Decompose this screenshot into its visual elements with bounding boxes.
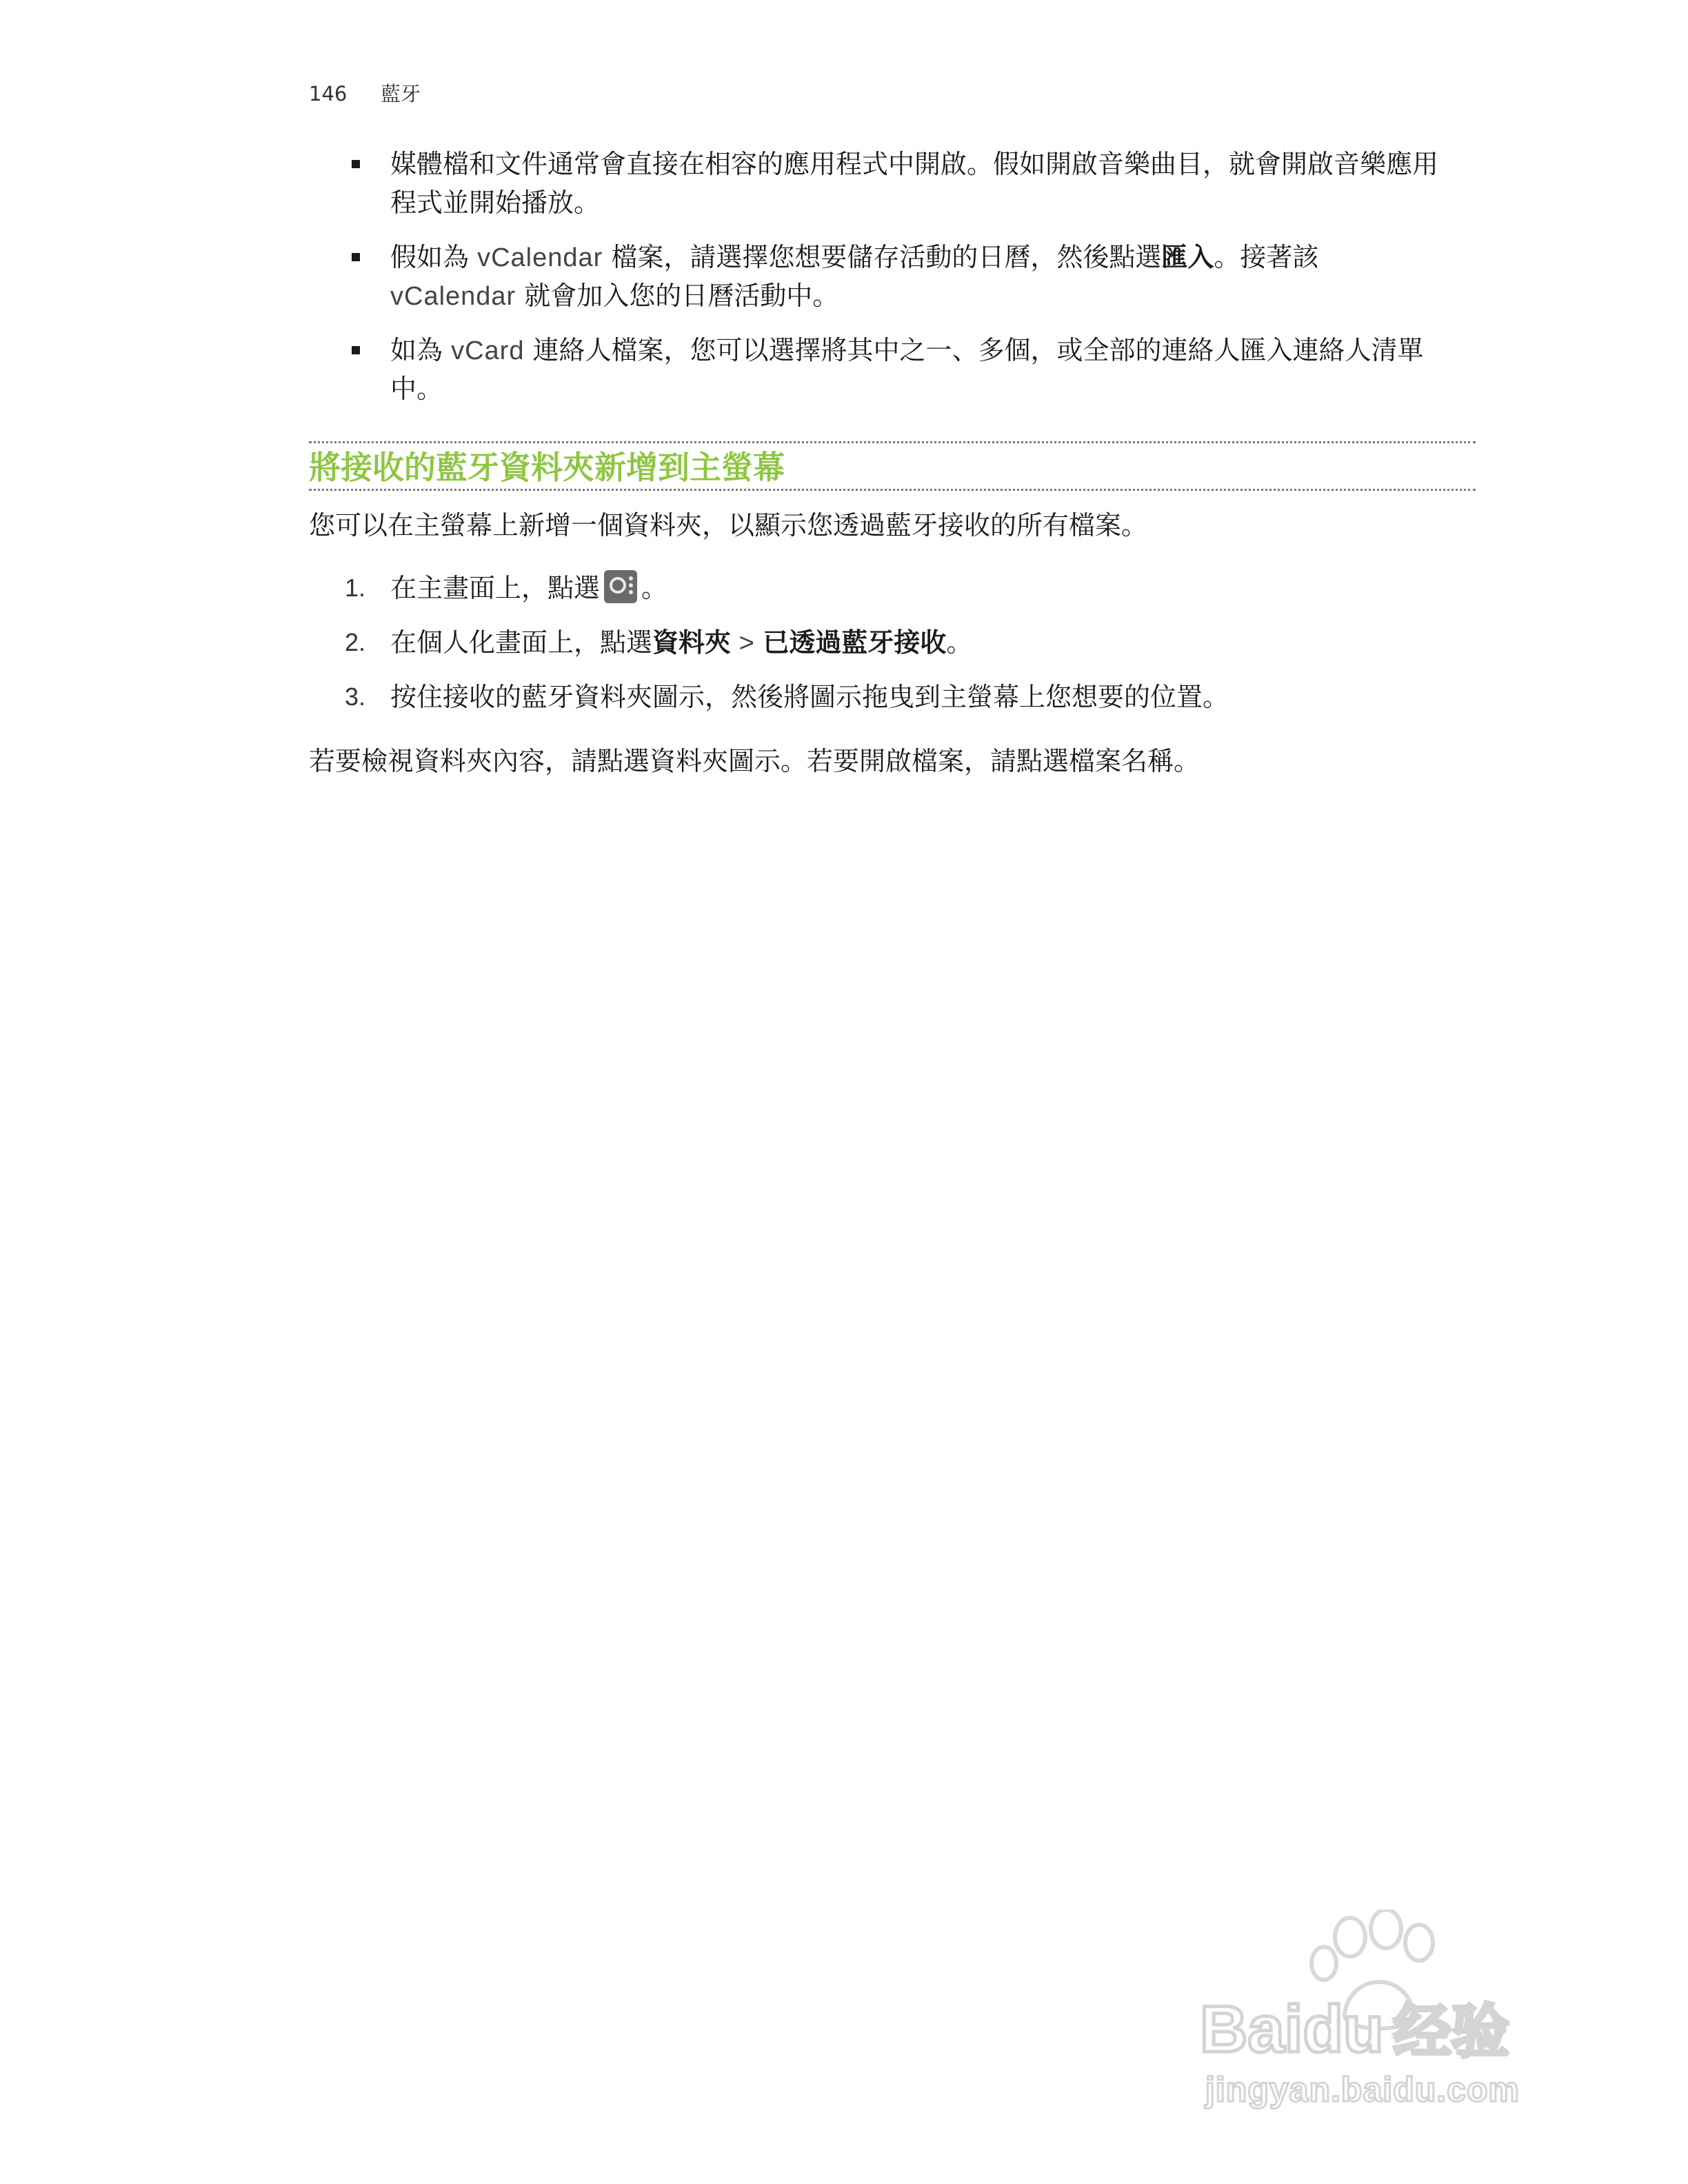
text: 。 [641, 573, 668, 603]
term-vcalendar: vCalendar [390, 282, 516, 311]
step-2-text [390, 623, 972, 663]
bullet-item-1-line-2: 程式並開始播放。 [390, 188, 601, 218]
section-rule-bottom [309, 489, 1476, 491]
bullet-item-3-line-1 [390, 331, 1424, 370]
closing-paragraph: 若要檢視資料夾內容，請點選資料夾圖示。若要開啟檔案，請點選檔案名稱。 [309, 746, 1200, 776]
text: 檔案，請選擇您想要儲存活動的日曆，然後點選 [603, 242, 1162, 272]
ui-term-folder: 資料夾 [652, 627, 732, 658]
text: 連絡人檔案，您可以選擇將其中之一、多個，或全部的連絡人匯入連絡人清單 [524, 335, 1424, 365]
step-1-text [390, 569, 667, 607]
section-title: 將接收的藍牙資料夾新增到主螢幕 [309, 449, 785, 486]
term-vcard: vCard [451, 336, 525, 365]
page-number: 146 [309, 82, 348, 105]
watermark-brand-cn: 经验 [1393, 1998, 1509, 2065]
chapter-title: 藍牙 [381, 82, 421, 105]
text: 如為 [390, 335, 452, 365]
text: 就會加入您的日曆活動中。 [516, 281, 839, 311]
bullet-item-2-line-2 [390, 276, 838, 316]
bullet-marker [352, 253, 360, 261]
text: 。 [946, 627, 973, 658]
watermark-brand: Baidu [1200, 1992, 1384, 2066]
bullet-item-3-line-2: 中。 [390, 374, 443, 404]
step-number: 1. [345, 574, 366, 602]
text: 在個人化畫面上，點選 [390, 627, 653, 658]
baidu-watermark [1186, 1910, 1572, 2116]
bullet-marker [352, 346, 360, 354]
text: 在主畫面上，點選 [390, 573, 601, 603]
menu-separator: > [731, 629, 763, 658]
page-header [309, 79, 421, 107]
section-rule-top [309, 441, 1476, 443]
text: 假如為 [390, 242, 478, 272]
ui-term-import: 匯入 [1161, 242, 1214, 272]
step-number: 2. [345, 628, 366, 656]
bullet-marker [352, 160, 360, 168]
text: 。接著該 [1214, 242, 1319, 272]
step-number: 3. [345, 682, 366, 711]
term-vcalendar: vCalendar [477, 243, 603, 272]
watermark-url: jingyan.baidu.com [1205, 2070, 1520, 2109]
section-intro: 您可以在主螢幕上新增一個資料夾，以顯示您透過藍牙接收的所有檔案。 [309, 510, 1148, 540]
bullet-item-2-line-1 [390, 238, 1318, 277]
bullet-item-1-line-1: 媒體檔和文件通常會直接在相容的應用程式中開啟。假如開啟音樂曲目，就會開啟音樂應用 [390, 149, 1439, 179]
ui-term-received-via-bluetooth: 已透過藍牙接收 [763, 627, 947, 658]
personalize-icon [604, 570, 637, 603]
step-3-text: 按住接收的藍牙資料夾圖示，然後將圖示拖曳到主螢幕上您想要的位置。 [390, 682, 1229, 712]
